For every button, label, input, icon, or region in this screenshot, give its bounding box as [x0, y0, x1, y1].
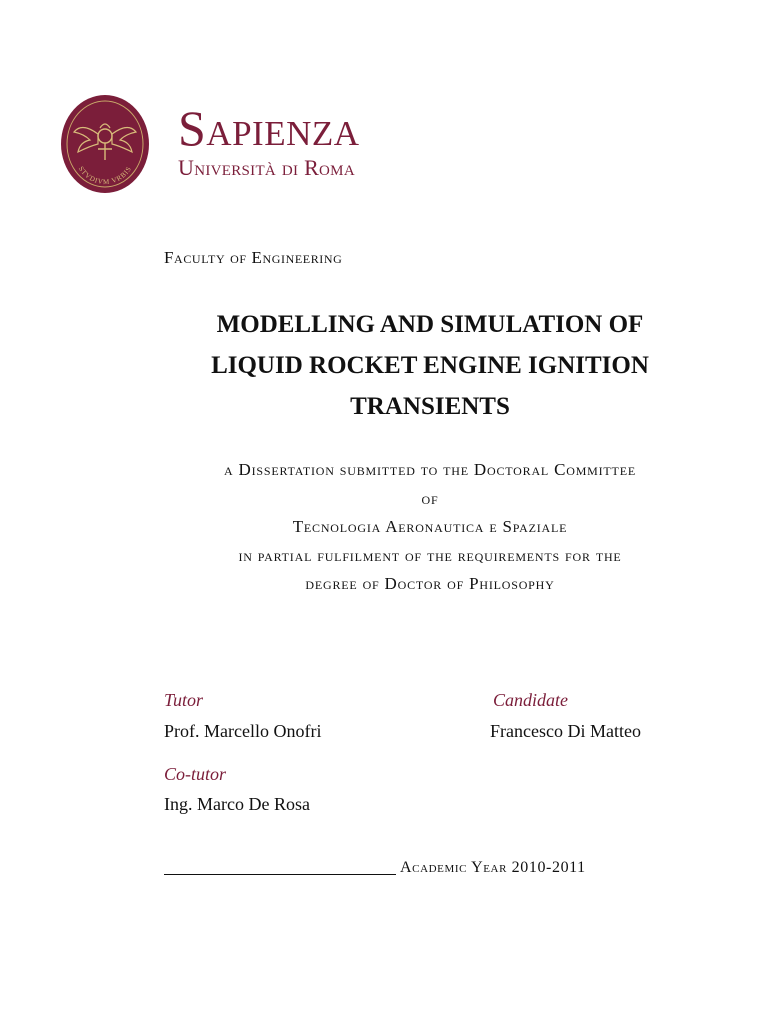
statement-line: of [421, 488, 439, 508]
signature-rule [164, 874, 396, 875]
faculty-name: Faculty of Engineering [164, 248, 343, 267]
academic-year: Academic Year 2010-2011 [400, 859, 586, 876]
cotutor-name: Ing. Marco De Rosa [164, 794, 310, 814]
tutor-label: Tutor [164, 690, 204, 710]
candidate-name: Francesco Di Matteo [490, 721, 641, 741]
university-wordmark [178, 102, 360, 180]
university-name: Sapienza [178, 100, 360, 156]
title-line: TRANSIENTS [350, 393, 510, 420]
dissertation-statement [150, 456, 710, 599]
university-logo [60, 94, 420, 198]
statement-line: degree of Doctor of Philosophy [305, 574, 555, 593]
tutor-name: Prof. Marcello Onofri [164, 721, 322, 741]
cotutor-label: Co-tutor [164, 764, 227, 784]
university-subname: Università di Roma [178, 155, 355, 180]
thesis-title [150, 304, 710, 427]
statement-line: a Dissertation submitted to the Doctoral Committee [224, 460, 636, 479]
statement-line: Tecnologia Aeronautica e Spaziale [292, 517, 568, 536]
seal-motto: STVDIVM VRBIS [76, 164, 134, 187]
title-line: LIQUID ROCKET ENGINE IGNITION [211, 352, 649, 379]
sapienza-seal-icon [60, 94, 150, 194]
candidate-label: Candidate [493, 690, 568, 710]
title-line: MODELLING AND SIMULATION OF [216, 311, 644, 338]
statement-line: in partial fulfilment of the requirements for the [238, 545, 622, 565]
